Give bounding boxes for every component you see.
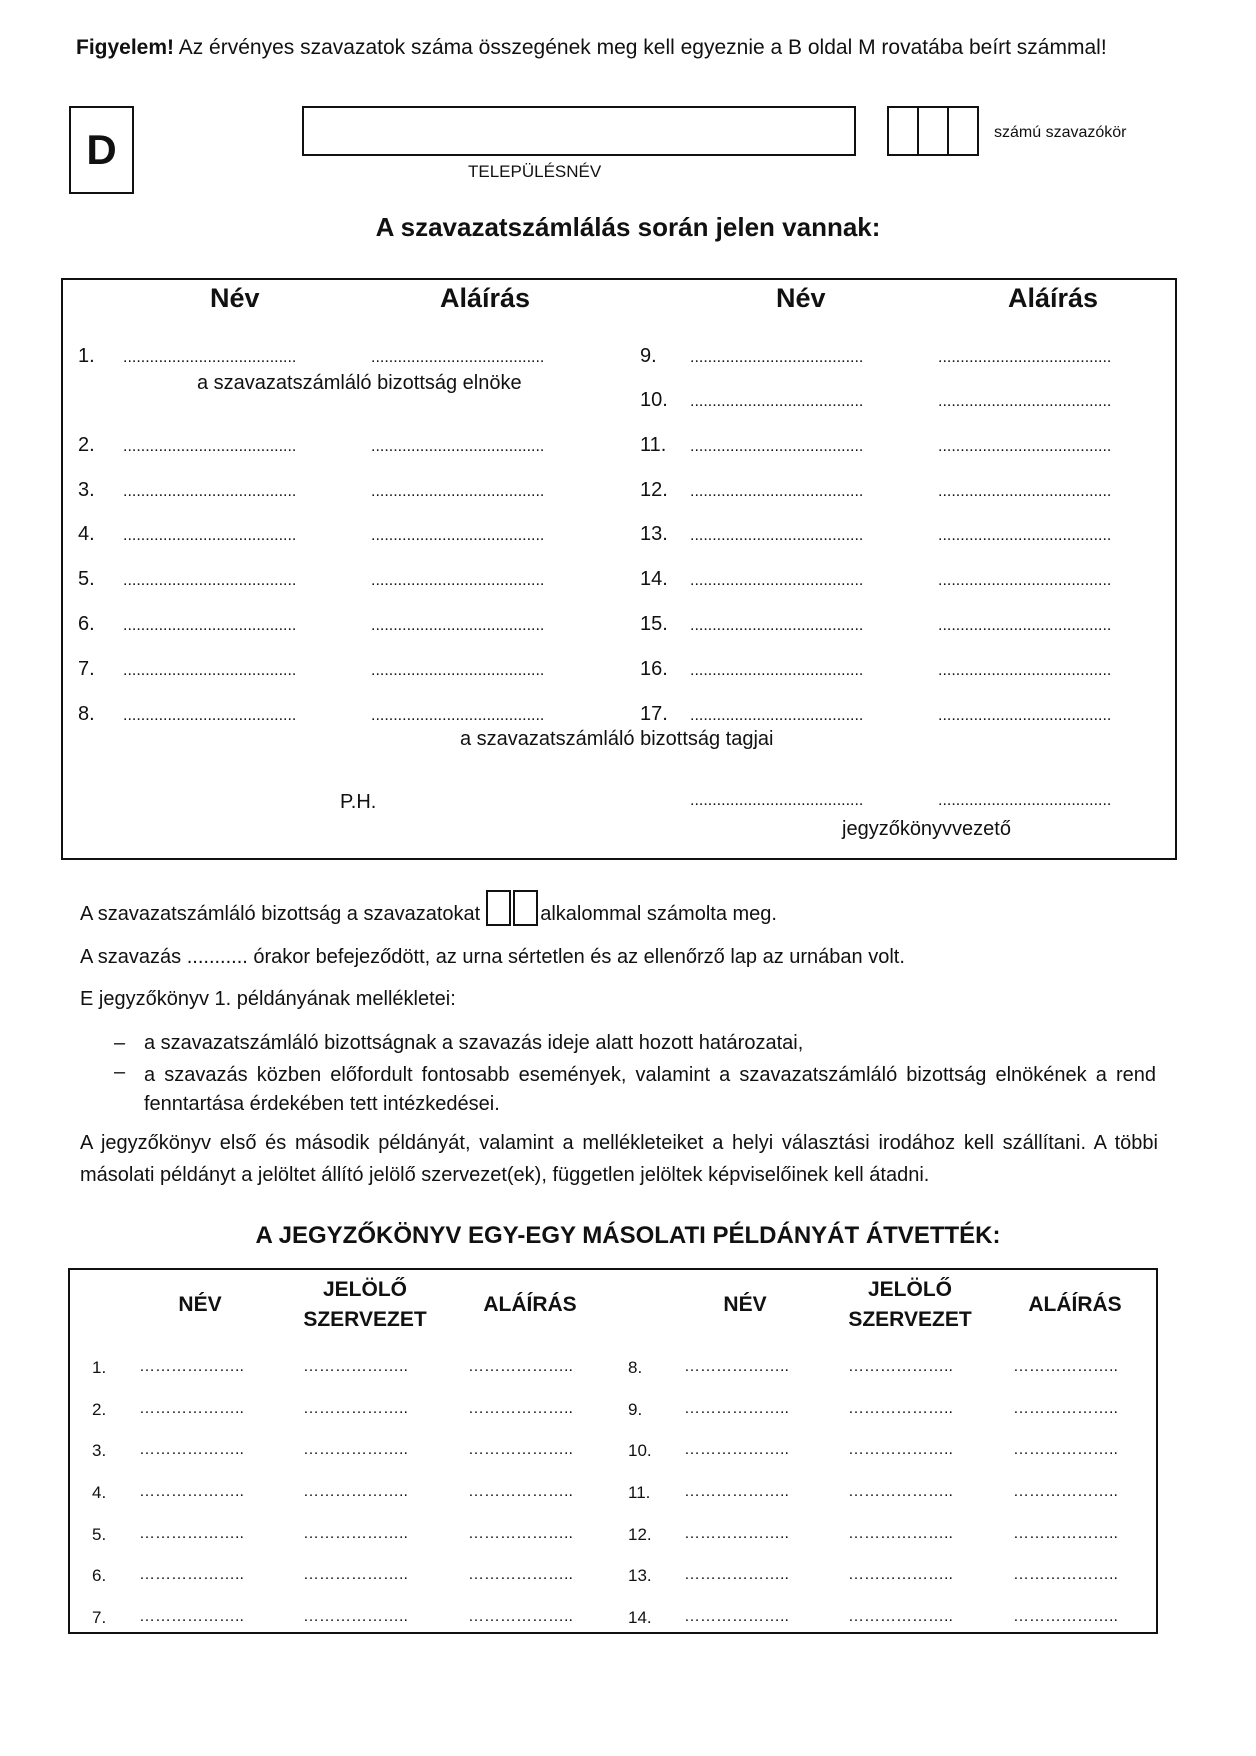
member-number: 2. xyxy=(78,434,95,456)
member-number: 1. xyxy=(78,345,95,367)
member-number: 4. xyxy=(78,523,95,545)
attachment-item: a szavazatszámláló bizottságnak a szavazás ideje alatt hozott határozatai, xyxy=(144,1032,804,1054)
member-signature-line[interactable]: ....................................... xyxy=(938,393,1112,410)
copies-heading: A JEGYZŐKÖNYV EGY-EGY MÁSOLATI PÉLDÁNYÁT ÁTVETTÉK: xyxy=(255,1222,1001,1249)
copy-signature-line[interactable]: ……………….. xyxy=(1013,1608,1118,1625)
copies-name-header-right: NÉV xyxy=(723,1293,767,1316)
member-signature-line[interactable]: ....................................... xyxy=(938,483,1112,500)
name-header-left: Név xyxy=(210,283,260,313)
member-number: 11. xyxy=(640,434,667,456)
copy-signature-line[interactable]: ……………….. xyxy=(1013,1525,1118,1542)
member-name-line[interactable]: ....................................... xyxy=(690,438,864,455)
copy-org-line[interactable]: ……………….. xyxy=(303,1358,408,1375)
copy-org-line[interactable]: ……………….. xyxy=(303,1525,408,1542)
members-caption: a szavazatszámláló bizottság tagjai xyxy=(460,728,774,750)
present-heading: A szavazatszámlálás során jelen vannak: xyxy=(375,212,881,242)
copies-org-header-right xyxy=(835,1275,985,1335)
copy-org-line[interactable]: ……………….. xyxy=(848,1483,953,1500)
copy-signature-line[interactable]: ……………….. xyxy=(468,1525,573,1542)
copy-signature-line[interactable]: ……………….. xyxy=(1013,1358,1118,1375)
member-signature-line[interactable]: ....................................... xyxy=(371,483,545,500)
count-line-before: A szavazatszámláló bizottság a szavazatokat xyxy=(80,903,481,925)
form-letter: D xyxy=(86,126,117,173)
district-label: számú szavazókör xyxy=(994,124,1127,141)
copy-number: 1. xyxy=(92,1358,107,1377)
copy-number: 2. xyxy=(92,1400,107,1419)
form-letter-box xyxy=(69,106,134,194)
copy-org-line[interactable]: ……………….. xyxy=(303,1566,408,1583)
copy-org-line[interactable]: ……………….. xyxy=(848,1566,953,1583)
district-digit-box[interactable] xyxy=(947,106,979,156)
copy-signature-line[interactable]: ……………….. xyxy=(1013,1483,1118,1500)
attachment-dash: – xyxy=(114,1032,126,1054)
org-header-line2: SZERVEZET xyxy=(303,1308,427,1331)
copy-signature-line[interactable]: ……………….. xyxy=(1013,1566,1118,1583)
member-number: 10. xyxy=(640,389,668,411)
notice-text: Az érvényes szavazatok száma összegének meg kell egyeznie a B oldal M rovatába beírt számmal! xyxy=(178,36,1107,59)
member-name-line[interactable]: ....................................... xyxy=(690,483,864,500)
town-name-label: TELEPÜLÉSNÉV xyxy=(468,162,602,181)
copy-number: 8. xyxy=(628,1358,643,1377)
district-digit-box[interactable] xyxy=(917,106,949,156)
copy-org-line[interactable]: ……………….. xyxy=(303,1441,408,1458)
copy-name-line[interactable]: ……………….. xyxy=(139,1400,244,1417)
member-name-line[interactable]: ....................................... xyxy=(123,617,297,634)
district-digit-box[interactable] xyxy=(887,106,919,156)
member-name-line[interactable]: ....................................... xyxy=(123,572,297,589)
clerk-caption: jegyzőkönyvvezető xyxy=(842,818,1011,840)
copy-name-line[interactable]: ……………….. xyxy=(139,1483,244,1500)
copy-number: 4. xyxy=(92,1483,107,1502)
copies-signature-header-left: ALÁÍRÁS xyxy=(483,1293,577,1316)
town-name-field[interactable] xyxy=(302,106,856,156)
member-signature-line[interactable]: ....................................... xyxy=(371,438,545,455)
copy-name-line[interactable]: ……………….. xyxy=(684,1400,789,1417)
member-number: 14. xyxy=(640,568,668,590)
copy-name-line[interactable]: ……………….. xyxy=(684,1608,789,1625)
copy-signature-line[interactable]: ……………….. xyxy=(1013,1441,1118,1458)
clerk-signature-line[interactable]: ....................................... xyxy=(938,792,1112,809)
signature-header-right: Aláírás xyxy=(1008,283,1099,313)
member-number: 3. xyxy=(78,479,95,501)
copy-org-line[interactable]: ……………….. xyxy=(303,1608,408,1625)
member-name-line[interactable]: ....................................... xyxy=(690,572,864,589)
copies-org-header-left xyxy=(290,1275,440,1335)
copy-name-line[interactable]: ……………….. xyxy=(684,1566,789,1583)
member-number: 12. xyxy=(640,479,668,501)
copy-name-line[interactable]: ……………….. xyxy=(684,1525,789,1542)
copy-number: 7. xyxy=(92,1608,107,1627)
member-name-line[interactable]: ....................................... xyxy=(690,707,864,724)
member-signature-line[interactable]: ....................................... xyxy=(371,662,545,679)
member-signature-line[interactable]: ....................................... xyxy=(938,707,1112,724)
copy-org-line[interactable]: ……………….. xyxy=(303,1400,408,1417)
member-name-line[interactable]: ....................................... xyxy=(690,527,864,544)
member-name-line[interactable]: ....................................... xyxy=(123,438,297,455)
count-digit-box[interactable] xyxy=(513,890,538,926)
copy-number: 12. xyxy=(628,1525,652,1544)
member-name-line[interactable]: ....................................... xyxy=(123,527,297,544)
copy-number: 14. xyxy=(628,1608,652,1627)
member-signature-line[interactable]: ....................................... xyxy=(938,527,1112,544)
copy-signature-line[interactable]: ……………….. xyxy=(1013,1400,1118,1417)
copies-name-header-left: NÉV xyxy=(178,1293,222,1316)
copy-name-line[interactable]: ……………….. xyxy=(139,1566,244,1583)
copy-signature-line[interactable]: ……………….. xyxy=(468,1483,573,1500)
member-name-line[interactable]: ....................................... xyxy=(123,662,297,679)
member-number: 5. xyxy=(78,568,95,590)
member-signature-line[interactable]: ....................................... xyxy=(371,572,545,589)
member-number: 8. xyxy=(78,703,95,725)
member-name-line[interactable]: ....................................... xyxy=(123,483,297,500)
member-signature-line[interactable]: ....................................... xyxy=(938,662,1112,679)
copy-number: 6. xyxy=(92,1566,107,1585)
count-line-after: alkalommal számolta meg. xyxy=(540,903,777,925)
member-signature-line[interactable]: ....................................... xyxy=(938,438,1112,455)
copy-number: 10. xyxy=(628,1441,652,1460)
member-name-line[interactable]: ....................................... xyxy=(690,349,864,366)
ph-label: P.H. xyxy=(340,791,377,813)
member-signature-line[interactable]: ....................................... xyxy=(938,572,1112,589)
copy-org-line[interactable]: ……………….. xyxy=(848,1441,953,1458)
copy-name-line[interactable]: ……………….. xyxy=(139,1358,244,1375)
copy-number: 9. xyxy=(628,1400,643,1419)
notice-bold: Figyelem! xyxy=(76,36,175,59)
attachments-intro: E jegyzőkönyv 1. példányának mellékletei: xyxy=(80,988,456,1010)
member-number: 9. xyxy=(640,345,657,367)
copy-signature-line[interactable]: ……………….. xyxy=(468,1400,573,1417)
copy-name-line[interactable]: ……………….. xyxy=(684,1483,789,1500)
delivery-paragraph: A jegyzőkönyv első és második példányát, valamint a mellékleteiket a helyi választási irodához kell szállítani. A többi másolati példányt a jelöltet állító jelölő szervezet(ek), független jelöltek képviselőinek kell átadni. xyxy=(80,1132,1158,1186)
count-line xyxy=(80,890,777,926)
copy-name-line[interactable]: ……………….. xyxy=(684,1358,789,1375)
member-name-line[interactable]: ....................................... xyxy=(123,707,297,724)
copy-signature-line[interactable]: ……………….. xyxy=(468,1566,573,1583)
member-name-line[interactable]: ....................................... xyxy=(690,662,864,679)
member-signature-line[interactable]: ....................................... xyxy=(371,527,545,544)
member-number: 13. xyxy=(640,523,668,545)
copies-signature-header-right: ALÁÍRÁS xyxy=(1028,1293,1122,1316)
name-header-right: Név xyxy=(776,283,826,313)
member-number: 7. xyxy=(78,658,95,680)
org-header-line1: JELÖLŐ xyxy=(322,1278,407,1301)
copy-number: 5. xyxy=(92,1525,107,1544)
copy-signature-line[interactable]: ……………….. xyxy=(468,1608,573,1625)
copy-name-line[interactable]: ……………….. xyxy=(684,1441,789,1458)
member-signature-line[interactable]: ....................................... xyxy=(938,617,1112,634)
copy-number: 13. xyxy=(628,1566,652,1585)
member-number: 17. xyxy=(640,703,668,725)
clerk-name-line[interactable]: ....................................... xyxy=(690,792,864,809)
attachment-item: a szavazás közben előfordult fontosabb események, valamint a szavazatszámláló bizottság elnökének a rend fenntartása érdekében tett intézkedései. xyxy=(144,1064,1156,1115)
copy-org-line[interactable]: ……………….. xyxy=(848,1400,953,1417)
copy-signature-line[interactable]: ……………….. xyxy=(468,1441,573,1458)
copy-name-line[interactable]: ……………….. xyxy=(139,1441,244,1458)
member-signature-line[interactable]: ....................................... xyxy=(371,349,545,366)
copy-org-line[interactable]: ……………….. xyxy=(848,1358,953,1375)
member-number: 16. xyxy=(640,658,668,680)
member-number: 6. xyxy=(78,613,95,635)
copy-org-line[interactable]: ……………….. xyxy=(303,1483,408,1500)
notice-line xyxy=(76,36,1107,60)
member-name-line[interactable]: ....................................... xyxy=(690,393,864,410)
copy-name-line[interactable]: ……………….. xyxy=(139,1608,244,1625)
copy-signature-line[interactable]: ……………….. xyxy=(468,1358,573,1375)
count-digit-box[interactable] xyxy=(486,890,511,926)
org-header-line2: SZERVEZET xyxy=(848,1308,972,1331)
vote-end-line: A szavazás ........... órakor befejeződött, az urna sértetlen és az ellenőrző lap az urnában volt. xyxy=(80,946,905,968)
member-name-line[interactable]: ....................................... xyxy=(123,349,297,366)
attachment-dash: – xyxy=(114,1061,126,1083)
copy-number: 3. xyxy=(92,1441,107,1460)
district-number-field[interactable] xyxy=(887,106,979,156)
org-header-line1: JELÖLŐ xyxy=(867,1278,952,1301)
member-signature-line[interactable]: ....................................... xyxy=(371,617,545,634)
member-name-line[interactable]: ....................................... xyxy=(690,617,864,634)
member-signature-line[interactable]: ....................................... xyxy=(938,349,1112,366)
copy-org-line[interactable]: ……………….. xyxy=(848,1608,953,1625)
copy-org-line[interactable]: ……………….. xyxy=(848,1525,953,1542)
copy-name-line[interactable]: ……………….. xyxy=(139,1525,244,1542)
chair-caption: a szavazatszámláló bizottság elnöke xyxy=(197,372,522,394)
member-signature-line[interactable]: ....................................... xyxy=(371,707,545,724)
member-number: 15. xyxy=(640,613,668,635)
signature-header-left: Aláírás xyxy=(440,283,531,313)
copy-number: 11. xyxy=(628,1483,651,1502)
